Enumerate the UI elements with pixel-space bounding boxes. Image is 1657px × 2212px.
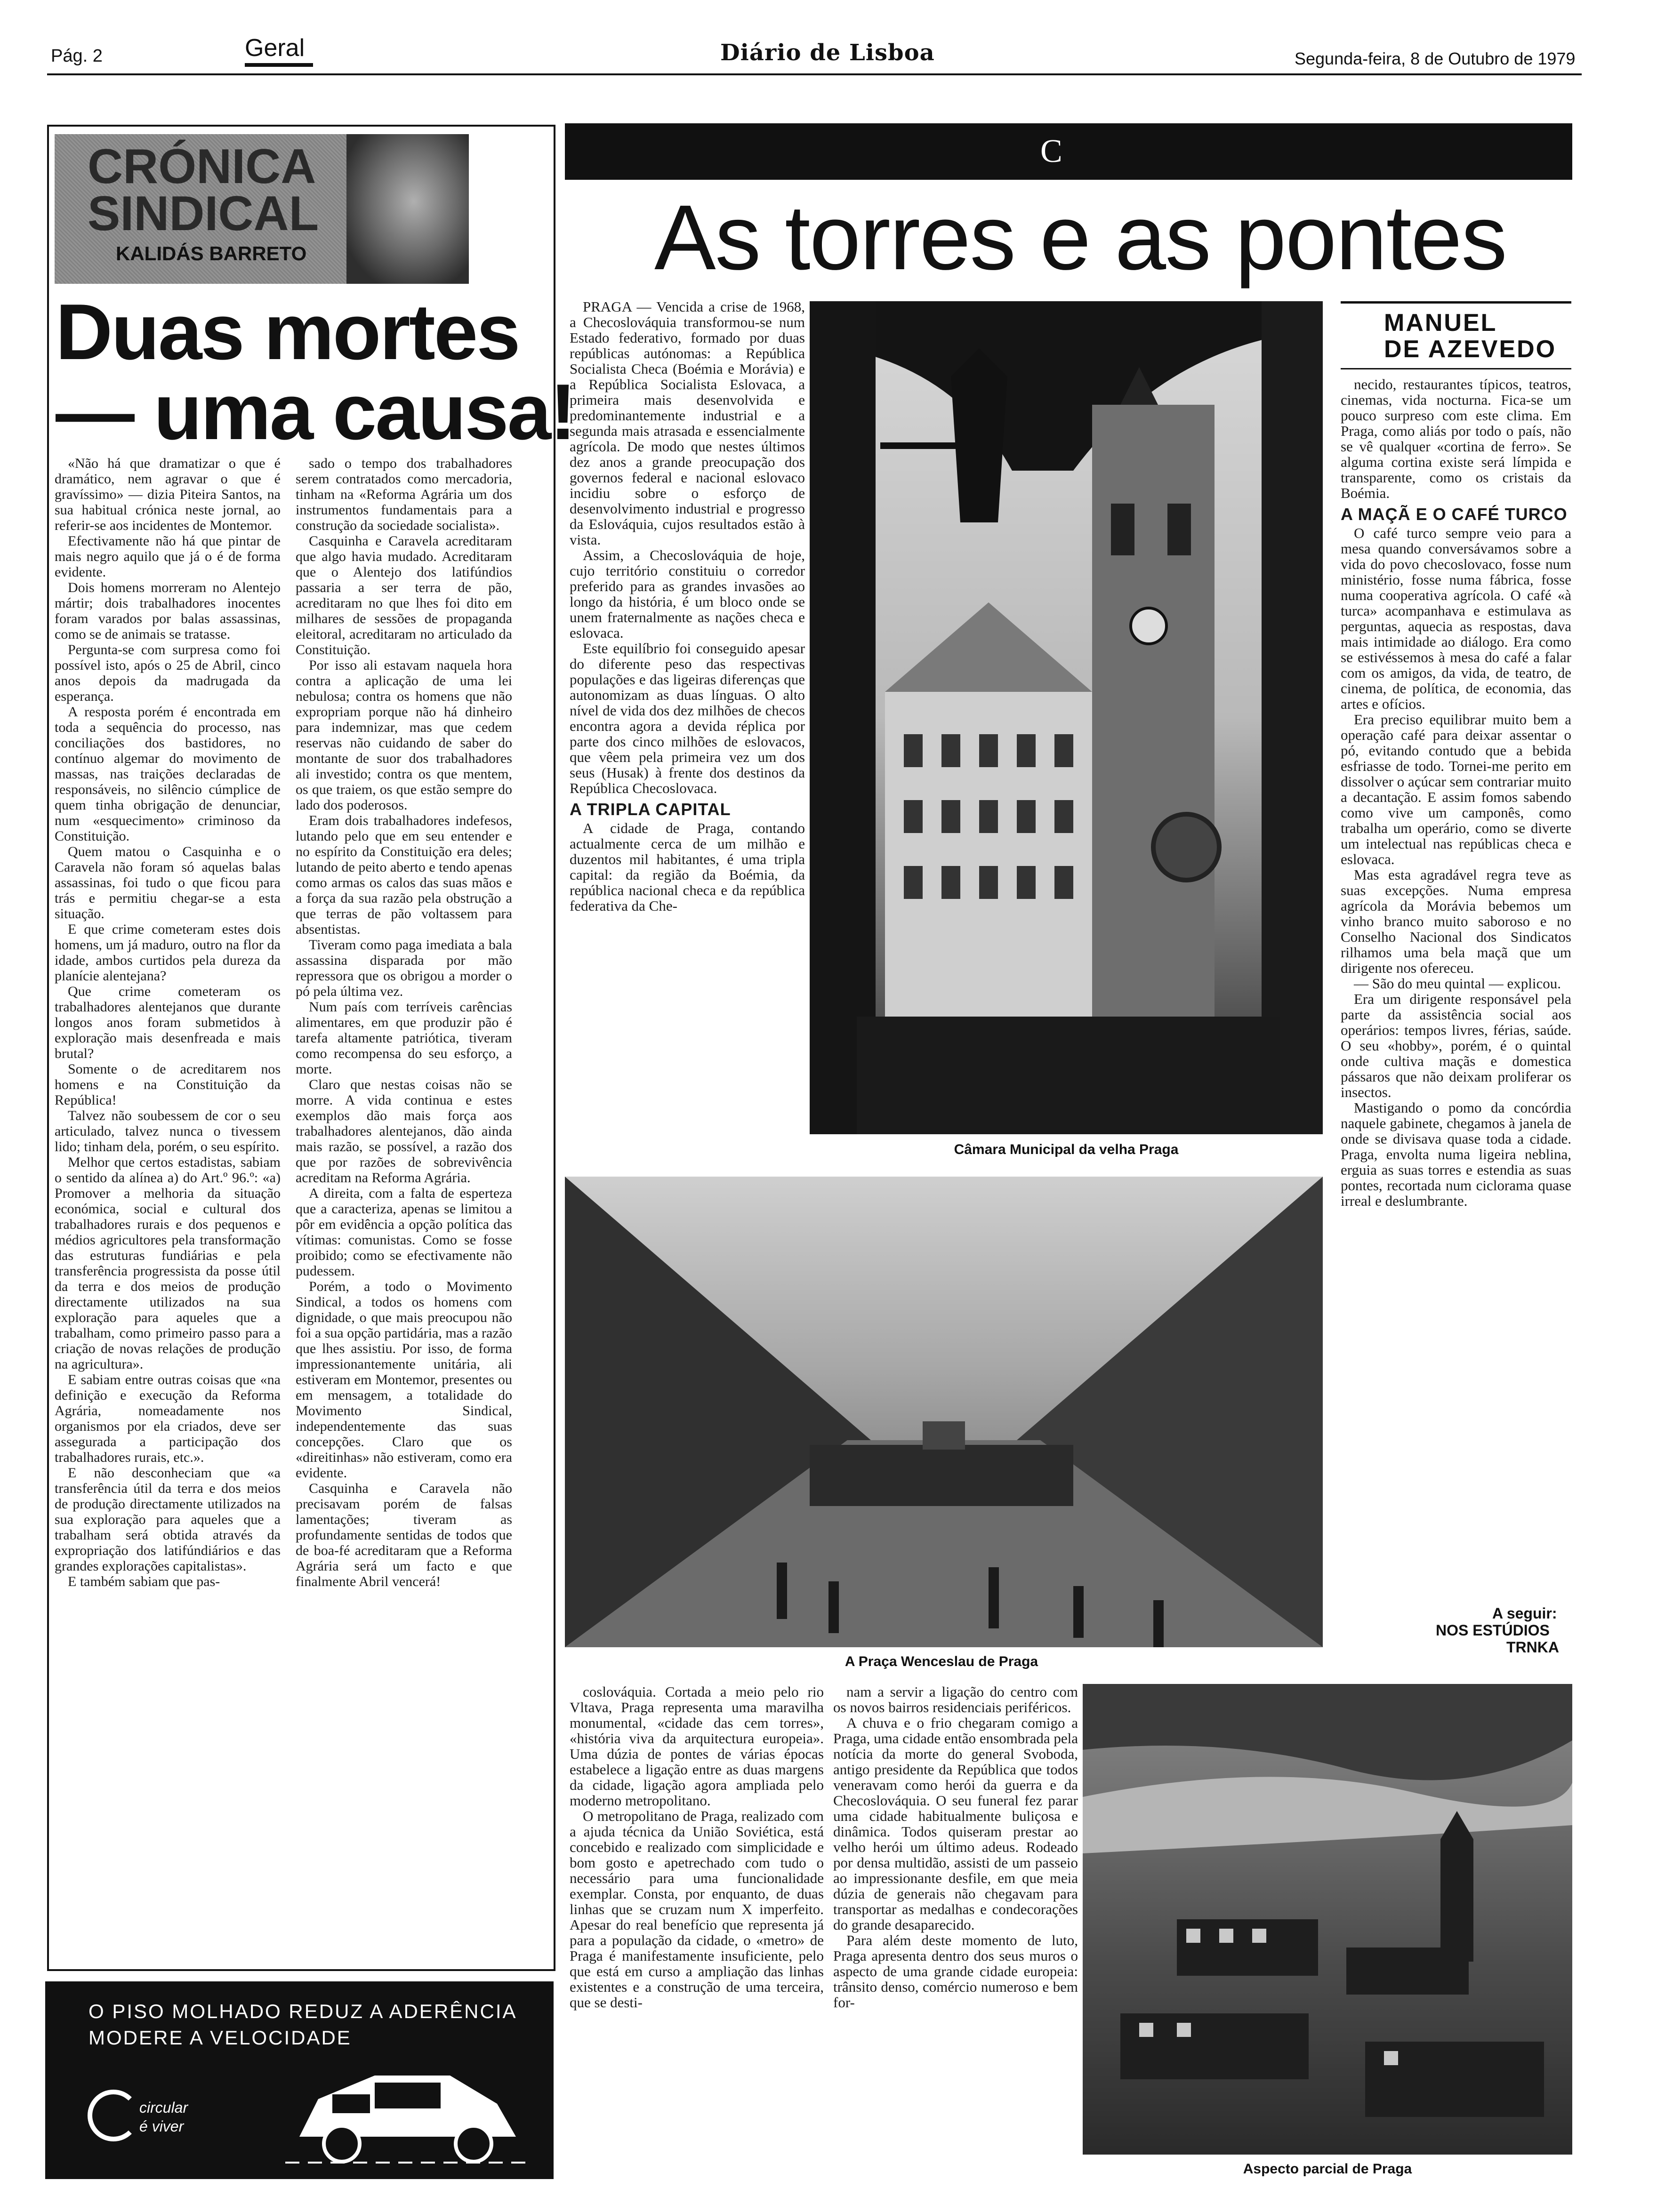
circular-logo-icon [88,2090,139,2141]
main-banner [565,123,1572,180]
photo-prague-panorama [1083,1684,1572,2155]
header-rule [47,73,1582,75]
main-col-b: coslováquia. Cortada a meio pelo rio Vltava, Praga representa uma maravilha monumental, «cidade das cem torres», «história viva da arquitectura europeia». Uma dúzia de pontes de várias épocas estabelece a ligação entre as duas margens da cidade, ligação agora ampliada pelo moderno metropolitano. O metropolitano de Praga, realizado com a ajuda técnica da União Soviética, está concebido e realizado com simplicidade e bom gosto e apetrechado com tudo o necessário para uma funcionalidade exemplar. Consta, por enquanto, de duas linhas que se cruzam num X imperfeito. Apesar do real benefício que representa já para a população da cidade, o «metro» de Praga é manifestamente insuficiente, pelo que está em curso a ampliação das linhas existentes e a construção de uma terceira, que se desti- [570,1684,824,2011]
photo-town-hall [810,301,1323,1134]
caption-town-hall: Câmara Municipal da velha Praga [954,1142,1179,1157]
car-illustration [281,2043,535,2170]
left-col-2: sado o tempo dos trabalhadores serem contratados como mercadoria, tinham na «Reforma Agrária um dos instrumentos fundamentais para a construção da sociedade socialista». Casquinha e Caravela acreditaram que algo havia mudado. Acreditaram que o Alentejo dos latifúndios passaria a ser terra de pão, acreditaram no que lhes foi dito em milhares de sessões de propaganda eleitoral, acreditaram no articulado da Constituição. Por isso ali estavam naquela hora contra a aplicação de uma lei nebulosa; contra os homens que não expropriam porque não há dinheiro para indemnizar, mas que cedem reservas não cuidando de saber do montante de suor dos trabalhadores ali investido; contra os que mentem, os que traiem, os que estão sempre do lado dos poderosos. Eram dois trabalhadores indefesos, lutando pelo que em seu entender e no espírito da Constituição era deles; lutando de peito aberto e tendo apenas como armas os calos das suas mãos e a força da sua razão pela obstrução a que terras de pão voltassem para absentistas. Tiveram como paga imediata a bala assassina disparada por mão repressora que os obrigou a morder o pó pela última vez. Num país com terríveis carências alimentares, em que produzir pão é tarefa altamente patriótica, tiveram como recompensa do seu esforço, a morte. Claro que nestas coisas não se morre. A vida continua e estes exemplos dão mais força aos trabalhadores alentejanos, dão ainda mais razão, se possível, a razão dos que por razões de sobrevivência acreditam na Reforma Agrária. A direita, com a falta de esperteza que a caracteriza, apenas se limitou a pôr em evidência a opção política das vítimas: comunistas. Como se fosse proibido; como se efectivamente não pudessem. Porém, a todo o Movimento Sindical, a todos os homens com dignidade, o que mais preocupou não foi a sua opção partidária, mas a razão que lhes assistiu. Por isso, de forma impressionantemente unitária, ali estiveram em Montemor, presentes ou em mensagem, a totalidade do Movimento Sindical, independentemente das suas concepções. Claro que os «direitinhas» não estiveram, como era evidente. Casquinha e Caravela não precisavam porém de falsas lamentações; tiveram as profundamente sentidas de todos que de boa-fé acreditaram que a Reforma Agrária será um facto e que finalmente Abril vencerá! [296,456,512,1589]
column-title-1: CRÓNICA [88,139,316,194]
main-col-d: necido, restaurantes típicos, teatros, cinemas, vida nocturna. Fica-se um pouco surpreso com este clima. Em Praga, como aliás por todo o país, não se vê qualquer «cortina de ferro». Se alguma cortina existe será límpida e transparente, como os cristais da Boémia. A MAÇÃ E O CAFÉ TURCO O café turco sempre veio para a mesa quando conversávamos sobre a vida do povo checoslovaco, fosse num ministério, fosse numa fábrica, fosse numa cooperativa agrícola. O café «à turca» acompanhava e estimulava as perguntas, aquecia as respostas, dava mais intimidade ao diálogo. Era como se estivéssemos à mesa do café a falar com os amigos, da vida, de teatro, de cinema, de política, de economia, das artes e ofícios. Era preciso equilibrar muito bem a operação café para deixar assentar o pó, evitando contudo que a bebida esfriasse de todo. Tornei-me perito em dissolver o açúcar sem contrariar muito a decantação. E assim fomos sabendo como vive um camponês, como trabalha um operário, como se diverte um intelectual nas repúblicas checa e eslovaca. Mas esta agradável regra teve as suas excepções. Numa empresa agrícola da Morávia bebemos um vinho branco muito saboroso e no Conselho Nacional dos Sindicatos rilhamos uma bela maçã que um dirigente nos ofereceu. — São do meu quintal — explicou. Era um dirigente responsável pela parte da assistência social aos operários: tempos livres, férias, saúde. O seu «hobby», porém, é o quintal onde cultiva maçãs e domestica pássaros que não deixam proliferar os insectos. Mastigando o pomo da concórdia naquele gabinete, chegamos à janela de onde se divisava quase toda a cidade. Praga, envolta numa ligeira neblina, erguia as suas torres e estendia as suas pontes, recortada num ciclorama quase irreal e deslumbrante. [1341,377,1571,1209]
ad-logo-line-1: circular [139,2099,188,2116]
column-banner [55,134,346,284]
subhead-tripla: A TRIPLA CAPITAL [570,800,731,819]
main-col-c: nam a servir a ligação do centro com os novos bairros residenciais periféricos. A chuva e o frio chegaram comigo a Praga, uma cidade então ensombrada pela notícia da morte do general Svoboda, antigo presidente da República que todos veneravam como herói da guerra e da Checoslováquia. O seu funeral fez parar uma cidade habitualmente buliçosa e dinâmica. Todos quiseram prestar ao velho herói um último adeus. Rodeado por densa multidão, assisti de um passeio ao impressionante desfile, em que meia dúzia de generais não chegavam para transportar as medalhas e condecorações do grande desaparecido. Para além deste momento de luto, Praga apresenta dentro dos seus muros o aspecto de uma grande cidade europeia: trânsito denso, comércio numeroso e bem for- [833,1684,1078,2011]
issue-date: Segunda-feira, 8 de Outubro de 1979 [1295,49,1576,68]
town-hall-drawing [810,301,1323,1134]
main-col-a: PRAGA — Vencida a crise de 1968, a Checoslováquia transformou-se num Estado federativo, formado por duas repúblicas autónomas: a República Socialista Checa (Boémia e Morávia) e a República Socialista Eslovaca, a primeira mais desenvolvida e predominantemente industrial e a segunda mais atrasada e essencialmente agrícola. De modo que nestes últimos dez anos a grande preocupação dos governos federal e nacional eslovaco incidiu sobre o esforço de desenvolvimento industrial e progresso da Eslováquia, cujos resultados estão à vista. Assim, a Checoslováquia de hoje, cujo território constituiu o corredor preferido para as grandes invasões ao longo da história, é um bloco onde se unem fraternalmente as nações checa e eslovaca. Este equilíbrio foi conseguido apesar do diferente peso das respectivas populações e das ligeiras diferenças que autonomizam as duas línguas. O alto nível de vida dos dez milhões de checos encontra agora a devida réplica por parte dos cinco milhões de eslovacos, que vêem pela primeira vez um dos seus (Husak) à frente dos destinos da República Checoslovaca. A TRIPLA CAPITAL A cidade de Praga, contando actualmente cerca de um milhão e duzentos mil habitantes, é uma tripla capital: da região da Boémia, da república nacional checa e da república federativa da Che- [570,299,805,914]
ad-line-1: O PISO MOLHADO REDUZ A ADERÊNCIA [88,2000,517,2022]
ad-line-2: MODERE A VELOCIDADE [88,2027,352,2049]
section-label: Geral [245,34,305,62]
ad-logo-line-2: é viver [139,2118,184,2135]
left-headline-2: — uma causa! [56,368,575,456]
left-headline-1: Duas mortes [56,288,519,376]
section-underline [245,63,313,67]
photo-wenceslas-square [565,1177,1323,1647]
main-headline: As torres e as pontes [654,186,1507,289]
column-title-2: SINDICAL [88,186,319,241]
banner-letter: C [1040,133,1062,169]
masthead: Diário de Lisboa [720,40,935,66]
panorama-drawing [1083,1684,1572,2155]
next-line-2: NOS ESTÚDIOS [1436,1622,1550,1639]
caption-panorama: Aspecto parcial de Praga [1243,2161,1412,2177]
subhead-maca: A MAÇÃ E O CAFÉ TURCO [1341,505,1568,524]
byline-rule-bottom [1341,368,1571,369]
next-label: A seguir: [1492,1605,1557,1622]
road-safety-ad [45,1981,554,2179]
byline-2: DE AZEVEDO [1384,336,1557,363]
left-col-1: «Não há que dramatizar o que é dramático, nem agravar o que é gravíssimo» — dizia Piteira Santos, na sua habitual crónica neste jornal, ao referir-se aos incidentes de Montemor. Efectivamente não há que pintar de mais negro aquilo que já o é de forma evidente. Dois homens morreram no Alentejo mártir; dois trabalhadores inocentes foram varados por balas assassinas, como se de animais se tratasse. Pergunta-se com surpresa como foi possível isto, após o 25 de Abril, cinco anos depois da madrugada da esperança. A resposta porém é encontrada em toda a sequência do processo, nas conciliações dos bastidores, no contínuo algemar do movimento de massas, nas traições declaradas de responsáveis, no silêncio cúmplice de quem tinha obrigação de denunciar, num «esquecimento» criminoso da Constituição. Quem matou o Casquinha e o Caravela não foram só aquelas balas assassinas, foi tudo o que ficou para trás e permitiu chegar-se a esta situação. E que crime cometeram estes dois homens, um já maduro, outro na flor da idade, ambos curtidos pela dureza da planície alentejana? Que crime cometeram os trabalhadores alentejanos que durante longos anos foram submetidos à exploração mais desenfreada e mais brutal? Somente o de acreditarem nos homens e na Constituição da República! Talvez não soubessem de cor o seu articulado, talvez nunca o tivessem lido; tinham dela, porém, o seu espírito. Melhor que certos estadistas, sabiam o sentido da alínea a) do Art.º 96.º: «a) Promover a melhoria da situação económica, social e cultural dos trabalhadores rurais e dos pequenos e médios agricultores pela transformação das estruturas fundiárias e pela transferência progressista da posse útil da terra e dos meios de produção directamente utilizados na sua exploração para aqueles que a trabalham, como primeiro passo para a criação de novas relações de produção na agricultura». E sabiam entre outras coisas que «na definição e execução da Reforma Agrária, nomeadamente nos organismos por ela criados, deve ser assegurada a participação dos trabalhadores rurais, etc.». E não desconheciam que «a transferência útil da terra e dos meios de produção directamente utilizados na sua exploração para aqueles que a trabalham será obtida através da expropriação dos latifúndiários e das grandes explorações capitalistas». E também sabiam que pas- [55,456,281,1589]
byline-1: MANUEL [1384,309,1497,337]
columnist-portrait [346,134,469,284]
next-line-3: TRNKA [1506,1639,1559,1656]
page-number: Pág. 2 [51,46,103,66]
square-drawing [565,1177,1323,1647]
column-author: KALIDÁS BARRETO [116,242,307,264]
byline-rule-top [1341,301,1571,304]
caption-wenceslas: A Praça Wenceslau de Praga [845,1654,1038,1669]
